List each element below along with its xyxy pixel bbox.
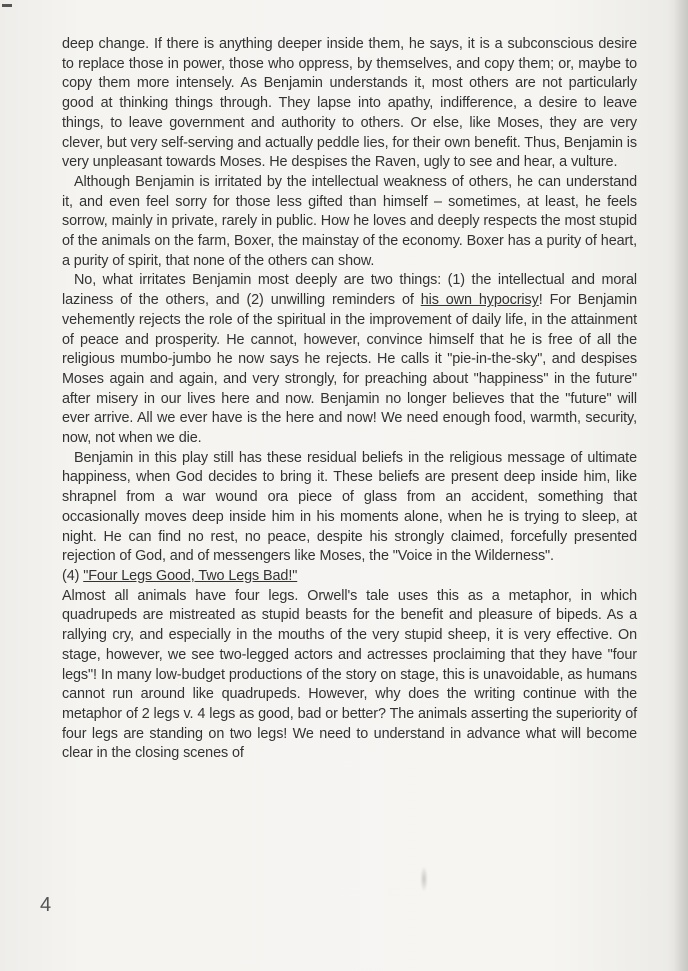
paragraph-3-start: No, what irritates Benjamin most deeply are two things: (1) the intellectual and moral laziness of the others, and (2) unwilling reminders of: [62, 272, 637, 309]
paragraph-5: Almost all animals have four legs. Orwell's tale uses this as a metaphor, in which quadrupeds are mistreated as stupid beasts for the benefit and pleasure of bipeds. As a rallying cry, and especially in the mouths of the very stupid sheep, it is very effective. On stage, however, we see two-legged actors and actresses proclaiming that they have "four legs"! In many low-budget productions of the story on stage, this is unavoidable, as humans cannot run around like quadrupeds. However, why does the writing continue with the metaphor of 2 legs v. 4 legs as good, bad or better? The animals asserting the superiority of four legs are standing on two legs! We need to understand in advance what will become clear in the closing scenes of: [62, 587, 637, 762]
page-edge-shadow: [674, 0, 688, 971]
paragraph-4: Benjamin in this play still has these residual beliefs in the religious message of ultimate happiness, when God decides to bring it. These beliefs are present deep inside him, like shrapnel from a war wound ora piece of glass from an accident, something that occasionally moves deep inside him in his moments alone, when he is trying to sleep, at night. He can find no rest, no peace, despite his strongly claimed, forcefully presented rejection of God, and of messengers like Moses, the "Voice in the Wilderness".: [62, 449, 637, 565]
corner-mark: [2, 4, 12, 7]
underlined-phrase: his own hypocrisy: [420, 292, 539, 309]
page-number: 4: [40, 894, 52, 916]
scan-speck: [420, 866, 428, 892]
paragraph-3-end: ! For Benjamin vehemently rejects the role of the spiritual in the improvement of daily life, in the attainment of peace and prosperity. He cannot, however, convince himself that he is free of all the religious mumbo-jumbo he now says he rejects. He calls it "pie-in-the-sky", and despises Moses again and again, and very strongly, for preaching about "happiness" in the future" after misery in our lives here and now. Benjamin no longer believes that the "future" will ever arrive. All we ever have is the here and now! We need enough food, warmth, security, now, not when we die.: [62, 292, 637, 447]
section-heading: [62, 567, 637, 587]
section-number: (4): [62, 567, 84, 584]
section-title: "Four Legs Good, Two Legs Bad!": [83, 567, 298, 584]
body-text: [62, 35, 637, 764]
paragraph-1: deep change. If there is anything deeper inside them, he says, it is a subconscious desire to replace those in power, those who oppress, by themselves, and copy them; or, maybe to copy them more intensely. As Benjamin understands it, most others are not particularly good at thinking things through. They lapse into apathy, indifference, a desire to leave things, to leave government and authority to others. Or else, like Moses, they are very clever, but very self-serving and actually peddle lies, for their own benefit. Thus, Benjamin is very unpleasant towards Moses. He despises the Raven, ugly to see and hear, a vulture.: [62, 36, 637, 171]
paragraph-2: Although Benjamin is irritated by the intellectual weakness of others, he can understand it, and even feel sorry for those less gifted than himself – sometimes, at least, he feels sorrow, mainly in private, rarely in public. How he loves and deeply respects the most stupid of the animals on the farm, Boxer, the mainstay of the economy. Boxer has a purity of heart, a purity of spirit, that none of the others can show.: [62, 173, 637, 269]
paragraph-3: [62, 271, 637, 448]
